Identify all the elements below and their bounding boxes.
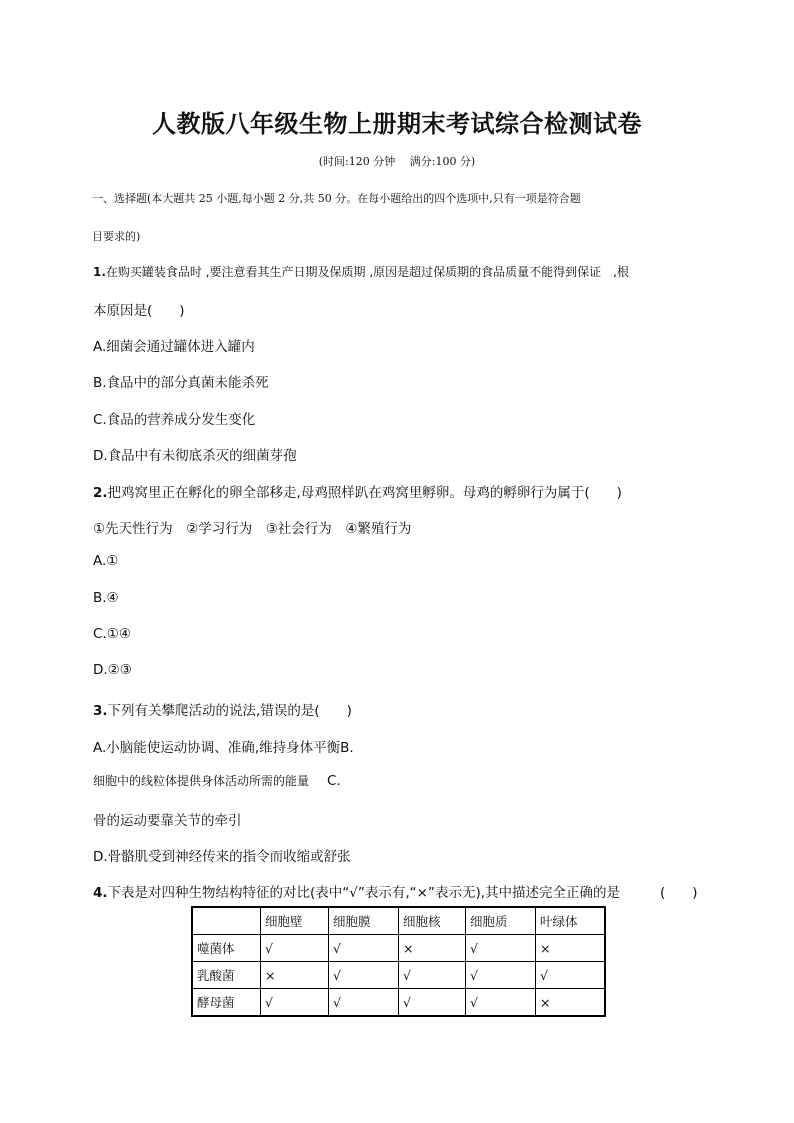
table-cell: √ (329, 962, 399, 989)
table-header-row (192, 907, 605, 935)
table-cell: √ (329, 935, 399, 962)
question-3-option-a: A.小脑能使运动协调、准确,维持身体平衡B. (93, 740, 354, 756)
question-1-stem-text: 在购买罐装食品时 ,要注意看其生产日期及保质期 ,原因是超过保质期的食品质量不能得到保证 ,根 (105, 265, 629, 279)
question-2-option-d: D.②③ (93, 662, 132, 678)
table-cell: √ (329, 989, 399, 1017)
table-cell: √ (261, 935, 329, 962)
question-1-option-b: B.食品中的部分真菌未能杀死 (93, 375, 269, 391)
table-cell: √ (466, 989, 536, 1017)
table-row-label: 噬菌体 (192, 935, 261, 962)
table-cell: × (536, 989, 606, 1017)
table-header-cell: 细胞质 (466, 907, 536, 935)
section-heading-line2: 目要求的) (92, 230, 141, 243)
table-cell: × (399, 935, 466, 962)
question-3-option-d: D.骨骼肌受到神经传来的指令而收缩或舒张 (93, 849, 351, 865)
table-cell: √ (466, 962, 536, 989)
table-row (192, 962, 605, 989)
table-row (192, 935, 605, 962)
table-header-cell: 叶绿体 (536, 907, 606, 935)
question-1-option-c: C.食品的营养成分发生变化 (93, 412, 256, 428)
question-3-stem-text: 下列有关攀爬活动的说法,错误的是( ) (107, 703, 352, 719)
table-cell: × (261, 962, 329, 989)
table-cell: √ (399, 962, 466, 989)
table-header-cell (192, 907, 261, 935)
question-1-option-d: D.食品中有未彻底杀灭的细菌芽孢 (93, 448, 297, 464)
question-1-number: 1. (93, 265, 106, 279)
table-cell: √ (261, 989, 329, 1017)
page-title: 人教版八年级生物上册期末考试综合检测试卷 (152, 109, 642, 138)
table-row (192, 989, 605, 1017)
table-cell: √ (399, 989, 466, 1017)
question-3-option-b (93, 772, 341, 789)
question-2-stem (93, 481, 622, 501)
question-4-stem-text: 下表是对四种生物结构特征的对比(表中“√”表示有,“×”表示无),其中描述完全正确的是 (107, 885, 621, 901)
question-1-stem-cont: 本原因是( ) (93, 303, 185, 319)
question-4-stem (93, 881, 620, 901)
table-cell: √ (536, 962, 606, 989)
question-2-option-b: B.④ (93, 590, 119, 606)
question-3-option-c-label: C. (327, 773, 341, 789)
question-2-number: 2. (93, 485, 108, 501)
question-4-answer-paren: ( ) (660, 885, 698, 901)
exam-time-score: (时间:120 分钟 满分:100 分) (318, 155, 476, 168)
question-2-stem-text: 把鸡窝里正在孵化的卵全部移走,母鸡照样趴在鸡窝里孵卵。母鸡的孵卵行为属于( ) (107, 485, 622, 501)
table-row-label: 乳酸菌 (192, 962, 261, 989)
table-row-label: 酵母菌 (192, 989, 261, 1017)
question-3-stem (93, 699, 352, 719)
question-3-option-c: 骨的运动要靠关节的牵引 (93, 813, 242, 829)
table-header-cell: 细胞壁 (261, 907, 329, 935)
table-header-cell: 细胞膜 (329, 907, 399, 935)
question-2-choices: ①先天性行为 ②学习行为 ③社会行为 ④繁殖行为 (93, 521, 412, 537)
table-header-cell: 细胞核 (399, 907, 466, 935)
section-heading-line1: 一、选择题(本大题共 25 小题,每小题 2 分,共 50 分。在每小题给出的四个选项中,只有一项是符合题 (92, 192, 581, 205)
question-1-stem (93, 263, 629, 280)
question-2-option-c: C.①④ (93, 626, 131, 642)
question-2-option-a: A.① (93, 553, 119, 569)
question-3-option-b-text: 细胞中的线粒体提供身体活动所需的能量 (93, 774, 310, 788)
question-4-number: 4. (93, 885, 108, 901)
table-cell: × (536, 935, 606, 962)
question-1-option-a: A.细菌会通过罐体进入罐内 (93, 339, 255, 355)
question-3-number: 3. (93, 703, 108, 719)
comparison-table (191, 906, 606, 1017)
table-cell: √ (466, 935, 536, 962)
